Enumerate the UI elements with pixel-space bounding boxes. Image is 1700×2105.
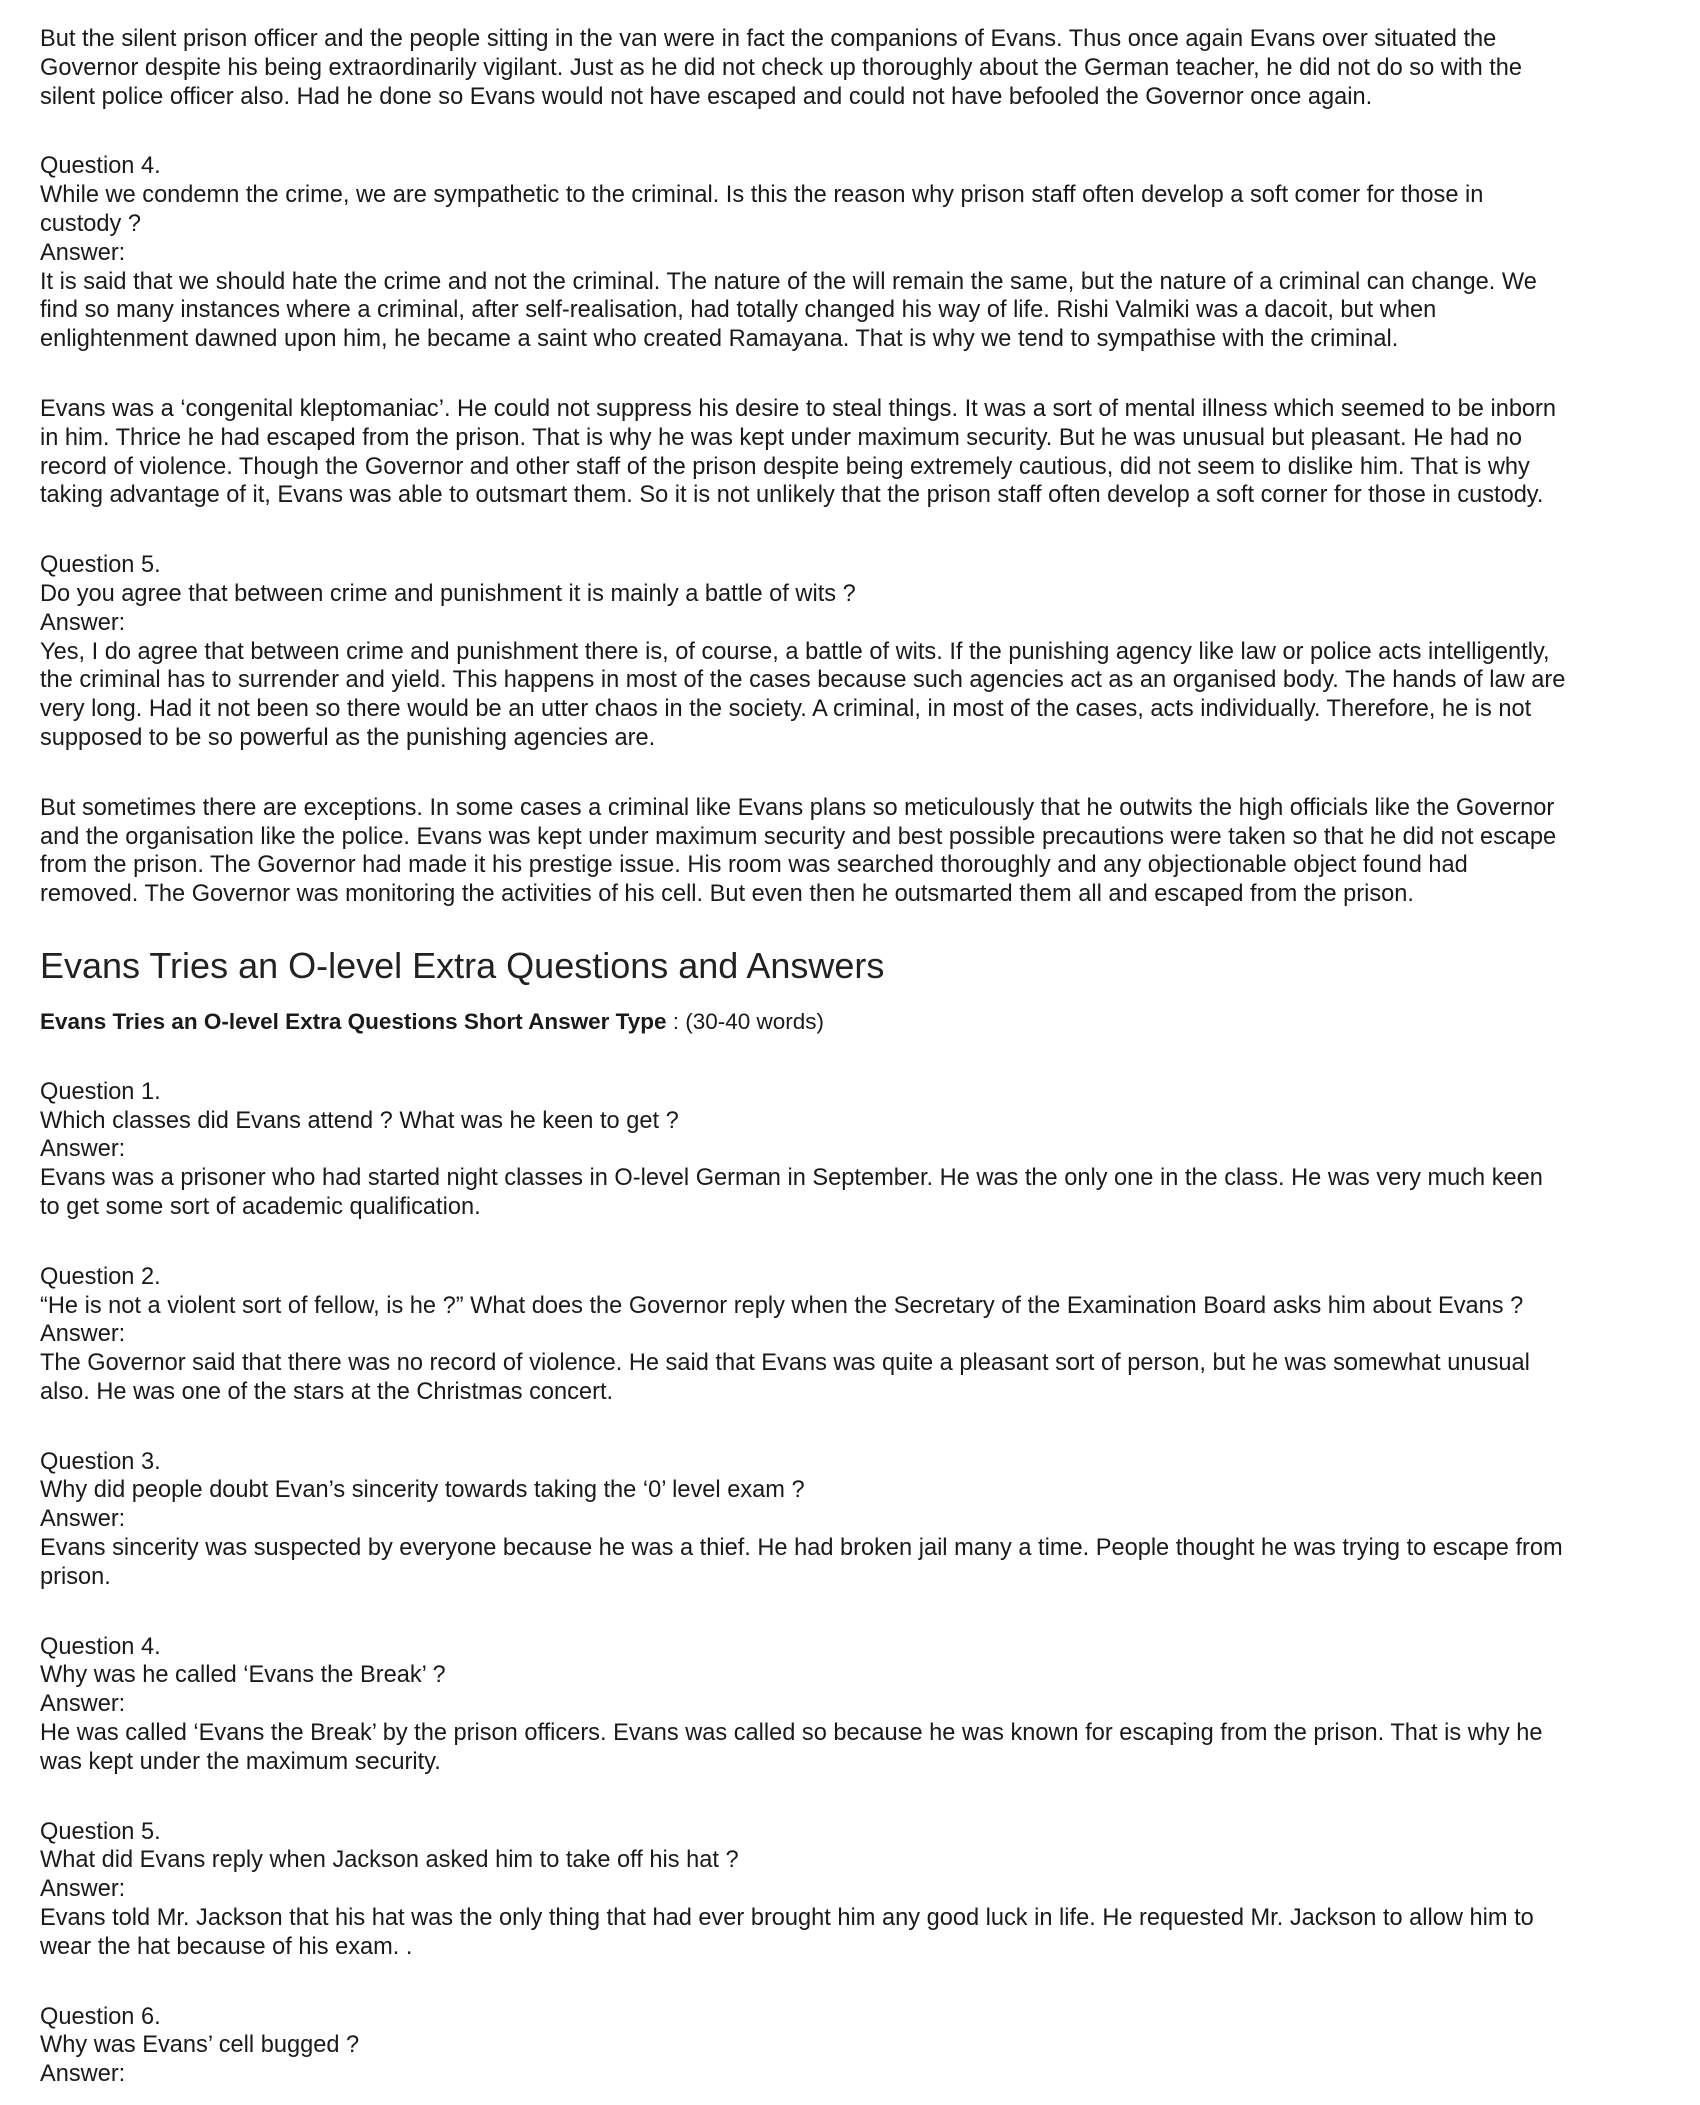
text-line: find so many instances where a criminal, after self-realisation, had totally changed his way of life. Rishi Valmiki was a dacoit, but when	[40, 297, 1437, 324]
paragraph-block	[40, 395, 1700, 510]
text-line: Yes, I do agree that between crime and punishment there is, of course, a battle of wits. If the punishing agency like law or police acts intelligently,	[40, 638, 1550, 665]
text-line: While we condemn the crime, we are sympathetic to the criminal. Is this the reason why prison staff often develop a soft comer for those in	[40, 182, 1484, 209]
text-line: Governor despite his being extraordinarily vigilant. Just as he did not check up thoroughly about the German teacher, he did not do so with the	[40, 54, 1523, 81]
text-line: But the silent prison officer and the people sitting in the van were in fact the companions of Evans. Thus once again Evans over situated the	[40, 26, 1497, 52]
paragraph-block	[40, 1818, 1700, 1962]
text-line: Evans was a prisoner who had started night classes in O-level German in September. He was the only one in the class. He was very much keen	[40, 1165, 1543, 1192]
text-line: Do you agree that between crime and punishment it is mainly a battle of wits ?	[40, 580, 856, 607]
text-line: Evans told Mr. Jackson that his hat was the only thing that had ever brought him any good luck in life. He requested Mr. Jackson to allow him to	[40, 1905, 1534, 1932]
top-section	[40, 25, 1700, 909]
text-line: wear the hat because of his exam. .	[40, 1933, 413, 1960]
text-line: Question 2.	[40, 1263, 161, 1290]
paragraph-block	[40, 1633, 1700, 1777]
text-line: Answer:	[40, 2061, 126, 2088]
text-line: Which classes did Evans attend ? What was he keen to get ?	[40, 1107, 679, 1134]
text-line: But sometimes there are exceptions. In some cases a criminal like Evans plans so meticulously that he outwits the high officials like the Governor	[40, 794, 1555, 821]
text-line: Answer:	[40, 239, 126, 266]
text-line: very long. Had it not been so there would be an utter chaos in the society. A criminal, in most of the cases, acts individually. Therefore, he is not	[40, 696, 1532, 723]
text-line: Question 1.	[40, 1078, 161, 1105]
text-line: Question 5.	[40, 1818, 161, 1845]
text-line: enlightenment dawned upon him, he became a saint who created Ramayana. That is why we tend to sympathise with the criminal.	[40, 326, 1399, 353]
text-line: Answer:	[40, 1321, 126, 1348]
text-line: prison.	[40, 1563, 111, 1590]
text-line: “He is not a violent sort of fellow, is he ?” What does the Governor reply when the Secretary of the Examination Board asks him about Evans ?	[40, 1292, 1524, 1319]
text-line: from the prison. The Governor had made it his prestige issue. His room was searched thoroughly and any objectionable object found had	[40, 852, 1468, 879]
text-line: Question 6.	[40, 2003, 161, 2030]
text-line: custody ?	[40, 210, 141, 237]
text-line: and the organisation like the police. Evans was kept under maximum security and best possible precautions were taken so that he did not escape	[40, 823, 1557, 850]
text-line: Evans sincerity was suspected by everyone because he was a thief. He had broken jail many a time. People thought he was trying to escape from	[40, 1535, 1563, 1562]
subheading-rest: : (30-40 words)	[666, 1008, 825, 1034]
text-line: Answer:	[40, 609, 126, 636]
text-line: Answer:	[40, 1136, 126, 1163]
paragraph-block	[40, 2003, 1700, 2089]
paragraph-block	[40, 1263, 1700, 1407]
text-line: was kept under the maximum security.	[40, 1748, 441, 1775]
text-line: Question 4.	[40, 153, 161, 180]
text-line: silent police officer also. Had he done so Evans would not have escaped and could not have befooled the Governor once again.	[40, 83, 1373, 110]
section-heading: Evans Tries an O-level Extra Questions and Answers	[40, 944, 885, 986]
subheading-bold: Evans Tries an O-level Extra Questions Short Answer Type	[40, 1008, 667, 1034]
text-line: What did Evans reply when Jackson asked him to take off his hat ?	[40, 1847, 739, 1874]
text-line: removed. The Governor was monitoring the activities of his cell. But even then he outsmarted them all and escaped from the prison.	[40, 881, 1414, 908]
text-line: Why was Evans’ cell bugged ?	[40, 2032, 360, 2059]
paragraph-block	[40, 25, 1700, 111]
text-line: taking advantage of it, Evans was able to outsmart them. So it is not unlikely that the prison staff often develop a soft corner for those in custody.	[40, 482, 1544, 509]
text-line: supposed to be so powerful as the punishing agencies are.	[40, 724, 656, 751]
text-line: record of violence. Though the Governor and other staff of the prison despite being extremely cautious, did not seem to dislike him. That is why	[40, 453, 1530, 480]
text-line: Answer:	[40, 1506, 126, 1533]
paragraph-block	[40, 1078, 1700, 1222]
paragraph-block	[40, 1448, 1700, 1592]
text-line: Why was he called ‘Evans the Break’ ?	[40, 1662, 446, 1689]
text-line: to get some sort of academic qualification.	[40, 1193, 481, 1220]
text-line: Question 5.	[40, 552, 161, 579]
text-line: Question 3.	[40, 1448, 161, 1475]
text-line: He was called ‘Evans the Break’ by the prison officers. Evans was called so because he was known for escaping from the prison. That is why he	[40, 1720, 1543, 1747]
text-line: Answer:	[40, 1876, 126, 1903]
text-line: the criminal has to surrender and yield. This happens in most of the cases because such agencies act as an organised body. The hands of law are	[40, 667, 1566, 694]
text-line: Why did people doubt Evan’s sincerity towards taking the ‘0’ level exam ?	[40, 1477, 805, 1504]
paragraph-block	[40, 551, 1700, 753]
text-line: Question 4.	[40, 1633, 161, 1660]
text-line: Evans was a ‘congenital kleptomaniac’. He could not suppress his desire to steal things. It was a sort of mental illness which seemed to be inborn	[40, 395, 1557, 422]
text-line: Answer:	[40, 1691, 126, 1718]
text-line: It is said that we should hate the crime and not the criminal. The nature of the will remain the same, but the nature of a criminal can change. We	[40, 268, 1537, 295]
text-line: also. He was one of the stars at the Christmas concert.	[40, 1378, 614, 1405]
text-line: The Governor said that there was no record of violence. He said that Evans was quite a pleasant sort of person, but he was somewhat unusual	[40, 1350, 1530, 1377]
paragraph-block	[40, 794, 1700, 909]
questions-section	[40, 1078, 1700, 2089]
subheading	[40, 1008, 1700, 1037]
paragraph-block	[40, 152, 1700, 354]
text-line: in him. Thrice he had escaped from the prison. That is why he was kept under maximum security. But he was unusual but pleasant. He had no	[40, 424, 1522, 451]
